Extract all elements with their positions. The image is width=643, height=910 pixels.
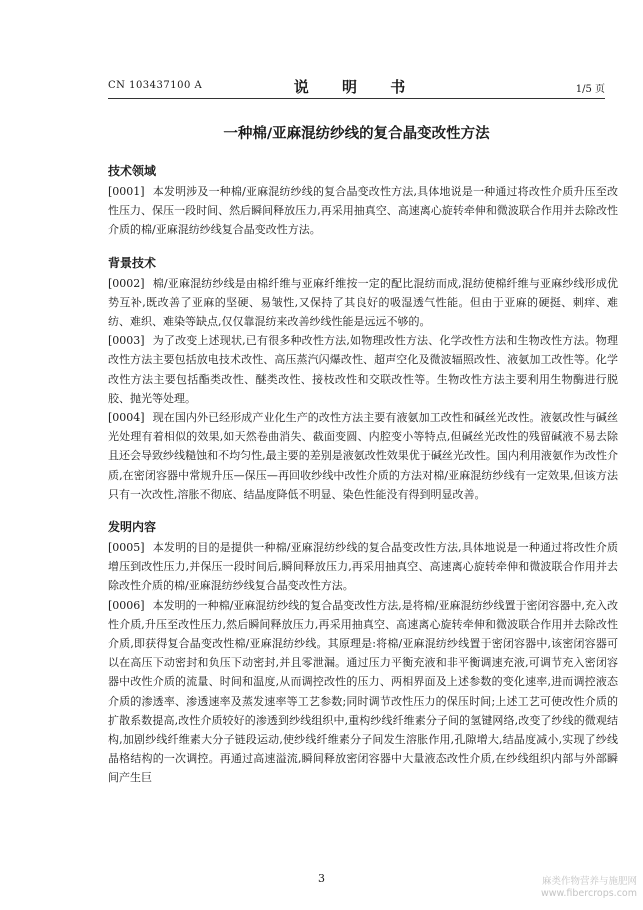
document-title: 一种棉/亚麻混纺纱线的复合晶变改性方法 bbox=[223, 126, 490, 142]
paragraph bbox=[108, 596, 618, 788]
paragraph-text: 为了改变上述现状,已有很多种改性方法,如物理改性方法、化学改性方法和生物改性方法。物理改性方法主要包括放电技术改性、高压蒸汽闪爆改性、超声空化及微波辐照改性、液氨加工改性等。化学改性方法主要包括酯类改性、醚类改性、接枝改性和交联改性等。生物改性方法主要利用生物酶进行脱胶、抛光等处理。 bbox=[108, 334, 618, 405]
paragraph-number: [0005] bbox=[108, 541, 145, 555]
paragraph-number: [0002] bbox=[108, 276, 145, 290]
paragraph-text: 棉/亚麻混纺纱线是由棉纤维与亚麻纤维按一定的配比混纺而成,混纺使棉纤维与亚麻纱线形成优势互补,既改善了亚麻的坚硬、易皱性,又保持了其良好的吸湿透气性能。但由于亚麻的硬挺、刺痒、难纺、难织、难染等缺点,仅仅靠混纺来改善纱线性能是远远不够的。 bbox=[108, 276, 618, 329]
paragraph-number: [0006] bbox=[108, 598, 145, 612]
document-type: 说 明 书 bbox=[293, 78, 420, 96]
paragraph bbox=[108, 408, 618, 504]
paragraph bbox=[108, 331, 618, 408]
paragraph bbox=[108, 538, 618, 596]
paragraph-text: 本发明涉及一种棉/亚麻混纺纱线的复合晶变改性方法,具体地说是一种通过将改性介质升压至改性压力、保压一段时间、然后瞬间释放压力,再采用抽真空、高速离心旋转牵伸和微波联合作用并去除改性介质的棉/亚麻混纺纱线复合晶变改性方法。 bbox=[108, 185, 618, 237]
paragraph bbox=[108, 274, 618, 332]
paragraph-number: [0004] bbox=[108, 411, 145, 425]
section-heading: 发明内容 bbox=[108, 520, 157, 535]
section-background bbox=[108, 254, 618, 504]
watermark bbox=[541, 876, 637, 900]
document-body bbox=[108, 162, 618, 802]
page-number: 3 bbox=[318, 872, 325, 885]
section-heading: 技术领域 bbox=[108, 164, 157, 178]
paragraph-text: 本发明的一种棉/亚麻混纺纱线的复合晶变改性方法,是将棉/亚麻混纺纱线置于密闭容器中,充入改性介质,升压至改性压力,然后瞬间释放压力,再采用抽真空、高速离心旋转牵伸和微波联合作用并去除改性介质,即获得复合晶变改性棉/亚麻混纺纱线。其原理是:将棉/亚麻混纺纱线置于密闭容器中,该密闭容器可以在高压下动密封和负压下动密封,并且零泄漏。通过压力平衡充液和非平衡调速充液,可调节充入密闭容器中改性介质的流量、时间和温度,从而调控改性的压力、两相界面及上述参数的变化速率,进而调控液态介质的渗透率、渗透速率及蒸发速率等工艺参数;同时调节改性压力的保压时间;上述工艺可使改性介质的扩散系数提高,改性介质较好的渗透到纱线组织中,重构纱线纤维素分子间的氢键网络,改变了纱线的微观结构,加剧纱线纤维素大分子链段运动,使纱线纤维素分子间发生溶胀作用,孔隙增大,结晶度减小,实现了纱线晶格结构的一次调控。再通过高速溢流,瞬间释放密闭容器中大量液态改性介质,在纱线组织内部与外部瞬间产生巨 bbox=[108, 598, 618, 785]
page-indicator: 1/5 页 bbox=[575, 84, 605, 95]
page-header bbox=[108, 76, 605, 99]
paragraph-number: [0003] bbox=[108, 334, 145, 348]
section-technical-field bbox=[108, 162, 618, 240]
section-heading: 背景技术 bbox=[108, 255, 157, 270]
paragraph-text: 现在国内外已经形成产业化生产的改性方法主要有液氨加工改性和碱丝光改性。液氨改性与碱丝光处理有着相似的效果,如天然卷曲消失、截面变圆、内腔变小等特点,但碱丝光改性的残留碱液不易去除且还会导致纱线糙蚀和不均匀性,最主要的差别是液氨改性效果优于碱丝光改性。国内利用液氨作为改性介质,在密闭容器中常规升压—保压—再回收纱线中改性介质的方法对棉/亚麻混纺纱线有一定效果,但该方法只有一次改性,溶胀不彻底、结晶度降低不明显、染色性能没有得到明显改善。 bbox=[108, 411, 618, 501]
patent-number: CN 103437100 A bbox=[108, 80, 203, 91]
paragraph-number: [0001] bbox=[108, 185, 145, 198]
watermark-line: www.fibercrops.com bbox=[540, 888, 637, 899]
watermark-line: 麻类作物营养与施肥网 bbox=[541, 876, 637, 887]
section-summary bbox=[108, 518, 618, 788]
paragraph bbox=[108, 182, 618, 240]
paragraph-text: 本发明的目的是提供一种棉/亚麻混纺纱线的复合晶变改性方法,具体地说是一种通过将改性介质增压到改性压力,并保压一段时间后,瞬间释放压力,再采用抽真空、高速离心旋转牵伸和微波联合作用并去除改性介质的棉/亚麻混纺纱线复合晶变改性方法。 bbox=[108, 541, 618, 593]
